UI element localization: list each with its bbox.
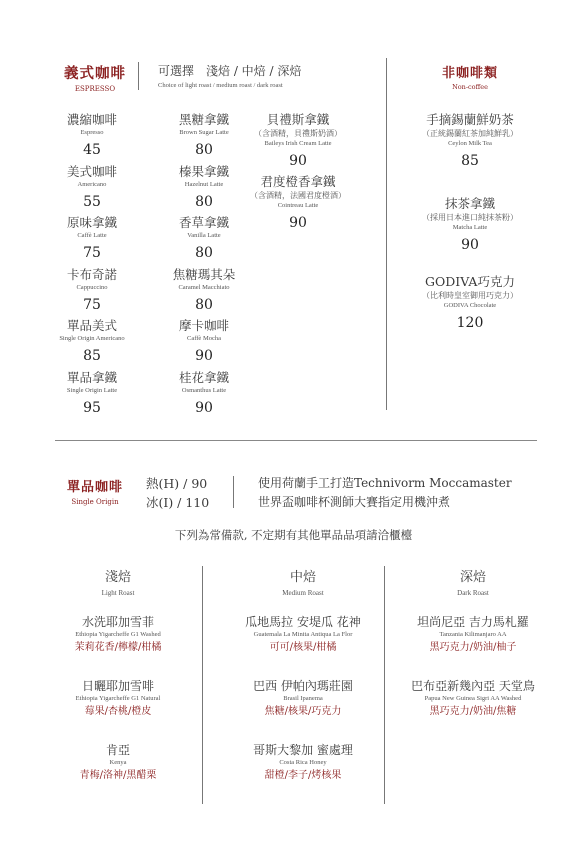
single-origin-description xyxy=(258,474,512,512)
item-note: （比利時皇室御用巧克力） xyxy=(422,291,518,300)
menu-item xyxy=(37,112,147,160)
notice-text: 下列為常備款, 不定期有其他單品品項請洽櫃檯 xyxy=(174,528,413,542)
single-origin-title-en: Single Origin xyxy=(71,498,119,506)
item-name-en: Espresso xyxy=(80,129,104,136)
bean-flavor: 莓果/杏桃/橙皮 xyxy=(84,706,152,717)
item-price: 80 xyxy=(195,296,213,313)
item-name: 手摘錫蘭鮮奶茶 xyxy=(426,112,514,127)
section-divider-vertical xyxy=(386,58,387,410)
item-name: 抹茶拿鐵 xyxy=(444,196,495,211)
bean-flavor: 黑巧克力/奶油/柚子 xyxy=(429,642,517,653)
item-price: 45 xyxy=(83,142,101,158)
item-name-en: GODIVA Chocolate xyxy=(443,302,497,309)
bean-flavor: 黑巧克力/奶油/焦糖 xyxy=(429,706,517,717)
iced-price: 冰(I) / 110 xyxy=(146,495,210,510)
single-origin-header xyxy=(55,476,135,506)
bean-item xyxy=(38,614,198,655)
item-name-en: Cappuccino xyxy=(76,283,108,291)
item-price: 85 xyxy=(461,153,479,169)
menu-item-cointreau xyxy=(238,174,358,233)
bean-flavor: 可可/核果/柑橘 xyxy=(269,642,337,653)
menu-item xyxy=(149,318,259,366)
menu-item xyxy=(37,267,147,315)
bean-flavor: 茉莉花香/檸檬/柑橘 xyxy=(74,642,162,653)
roast-title-en: Medium Roast xyxy=(282,589,324,597)
bean-item xyxy=(393,614,553,655)
bean-flavor: 甜橙/李子/烤核果 xyxy=(264,770,342,781)
bean-flavor: 焦糖/核果/巧克力 xyxy=(264,706,342,717)
espresso-header xyxy=(55,62,135,93)
noncoffee-title-en: Non-coffee xyxy=(452,83,488,91)
bean-name-en: Brasil Ipanema xyxy=(283,695,323,702)
menu-item xyxy=(149,370,259,418)
item-name-en: Matcha Latte xyxy=(452,224,488,231)
single-origin-notice xyxy=(0,527,587,543)
item-price: 85 xyxy=(83,348,101,364)
item-name-en: Caffè Latte xyxy=(77,232,107,239)
bean-flavor: 青梅/洛神/黑醋栗 xyxy=(79,770,157,781)
menu-item-ceylon-milk-tea xyxy=(400,112,540,171)
menu-item-baileys xyxy=(238,112,358,171)
section-divider-horizontal xyxy=(55,440,537,441)
item-note: （含酒精，法國君度橙酒） xyxy=(250,191,346,200)
item-note: （採用日本進口純抹茶粉） xyxy=(422,213,518,222)
espresso-title: 義式咖啡 xyxy=(64,65,126,82)
bean-name: 哥斯大黎加 蜜處理 xyxy=(253,743,353,757)
bean-name: 日曬耶加雪啡 xyxy=(81,679,154,693)
description-line-2: 世界盃咖啡杯測師大賽指定用機沖煮 xyxy=(258,495,451,509)
item-name: GODIVA巧克力 xyxy=(425,274,515,289)
item-price: 90 xyxy=(195,399,213,416)
item-price: 90 xyxy=(289,215,307,231)
header-divider xyxy=(138,62,139,90)
item-name-en: Ceylon Milk Tea xyxy=(448,140,492,147)
roast-column-header xyxy=(53,566,183,597)
item-name-en: Caramel Macchiato xyxy=(178,283,230,291)
item-price: 75 xyxy=(83,245,101,261)
hot-price: 熱(H) / 90 xyxy=(146,476,208,491)
item-name-en: Hazelnut Latte xyxy=(184,180,224,188)
item-name: 摩卡咖啡 xyxy=(178,318,229,333)
item-price: 75 xyxy=(83,296,101,313)
roast-divider-1 xyxy=(202,566,203,804)
noncoffee-title: 非咖啡類 xyxy=(441,66,498,81)
roast-choice xyxy=(158,62,301,89)
menu-item xyxy=(37,318,147,366)
item-name: 香草拿鐵 xyxy=(178,215,229,230)
roast-choice-zh: 可選擇 淺焙 / 中焙 / 深焙 xyxy=(158,64,302,78)
bean-item xyxy=(218,678,388,719)
noncoffee-header xyxy=(420,62,520,91)
item-price: 95 xyxy=(83,399,101,416)
item-name-en: Brown Sugar Latte xyxy=(179,129,229,136)
roast-title: 深焙 xyxy=(459,570,486,585)
bean-name: 瓜地馬拉 安堤瓜 花神 xyxy=(245,615,361,629)
bean-name: 坦尚尼亞 吉力馬札羅 xyxy=(417,615,529,629)
item-name: 美式咖啡 xyxy=(66,163,117,179)
item-name-en: Osmanthus Latte xyxy=(181,386,227,394)
menu-item xyxy=(37,164,147,212)
item-name: 榛果拿鐵 xyxy=(178,163,229,179)
item-price: 80 xyxy=(195,245,213,261)
item-name-en: Single Origin Americano xyxy=(59,335,125,342)
bean-name-en: Ethiopia Yigarcheffe G1 Washed xyxy=(75,631,161,638)
bean-item xyxy=(218,742,388,783)
item-name: 貝禮斯拿鐵 xyxy=(266,112,330,127)
bean-name-en: Costa Rica Honey xyxy=(279,759,327,766)
item-name: 焦糖瑪其朵 xyxy=(172,266,236,282)
bean-name: 巴西 伊帕內瑪莊園 xyxy=(253,679,353,693)
item-name-en: Vanilla Latte xyxy=(187,232,221,239)
bean-name-en: Ethiopia Yigarcheffe G1 Natural xyxy=(75,695,161,702)
item-price: 120 xyxy=(456,315,484,331)
item-name-en: Single Origin Latte xyxy=(66,386,118,394)
bean-name: 水洗耶加雪菲 xyxy=(81,615,154,629)
bean-item xyxy=(218,614,388,655)
menu-item xyxy=(37,370,147,418)
item-price: 90 xyxy=(461,237,479,253)
item-name-en: Caffè Mocha xyxy=(187,335,221,342)
roast-title-en: Dark Roast xyxy=(457,589,489,597)
bean-name: 巴布亞新幾內亞 天堂鳥 xyxy=(411,679,535,693)
item-name: 黑糖拿鐵 xyxy=(178,112,229,127)
bean-item xyxy=(38,742,198,783)
espresso-title-en: ESPRESSO xyxy=(74,85,116,93)
bean-item xyxy=(393,678,553,719)
item-name: 濃縮咖啡 xyxy=(66,112,117,127)
item-name-en: Cointreau Latte xyxy=(277,202,319,209)
single-origin-divider xyxy=(233,476,234,508)
item-name: 單品美式 xyxy=(66,318,117,333)
bean-name-en: Kenya xyxy=(109,759,127,766)
item-name: 卡布奇諾 xyxy=(66,266,117,282)
item-note: （正統錫蘭紅茶加純鮮乳） xyxy=(422,129,518,138)
roast-divider-2 xyxy=(384,566,385,804)
item-name-en: Baileys Irish Cream Latte xyxy=(264,140,332,147)
menu-item xyxy=(149,267,259,315)
item-name: 桂花拿鐵 xyxy=(178,369,229,385)
roast-column-header xyxy=(233,566,373,597)
menu-item xyxy=(37,215,147,263)
menu-item-matcha-latte xyxy=(400,196,540,255)
description-line-1: 使用荷蘭手工打造Technivorm Moccamaster xyxy=(258,476,512,490)
item-price: 90 xyxy=(195,348,213,364)
menu-item-godiva-chocolate xyxy=(400,274,540,333)
bean-name-en: Papua New Guinea Sigri AA Washed xyxy=(424,695,522,702)
bean-name: 肯亞 xyxy=(105,743,130,757)
roast-choice-en: Choice of light roast / medium roast / dark roast xyxy=(158,82,283,89)
bean-name-en: Tanzania Kilimanjaro AA xyxy=(439,631,507,638)
item-name: 單品拿鐵 xyxy=(66,369,117,385)
roast-title-en: Light Roast xyxy=(101,589,135,597)
item-name: 原味拿鐵 xyxy=(66,215,117,230)
item-price: 80 xyxy=(195,193,213,210)
bean-name-en: Guatemala La Minita Antiqua La Flor xyxy=(253,631,353,638)
single-origin-prices xyxy=(146,474,209,512)
roast-title: 淺焙 xyxy=(104,570,131,585)
item-name-en: Americano xyxy=(77,180,107,188)
single-origin-title: 單品咖啡 xyxy=(66,480,123,495)
item-name: 君度橙香拿鐵 xyxy=(260,174,336,189)
item-note: （含酒精，貝禮斯奶酒） xyxy=(254,129,342,138)
bean-item xyxy=(38,678,198,719)
item-price: 80 xyxy=(195,142,213,158)
roast-title: 中焙 xyxy=(289,570,316,585)
item-price: 55 xyxy=(83,193,101,210)
item-price: 90 xyxy=(289,153,307,169)
roast-column-header xyxy=(408,566,538,597)
